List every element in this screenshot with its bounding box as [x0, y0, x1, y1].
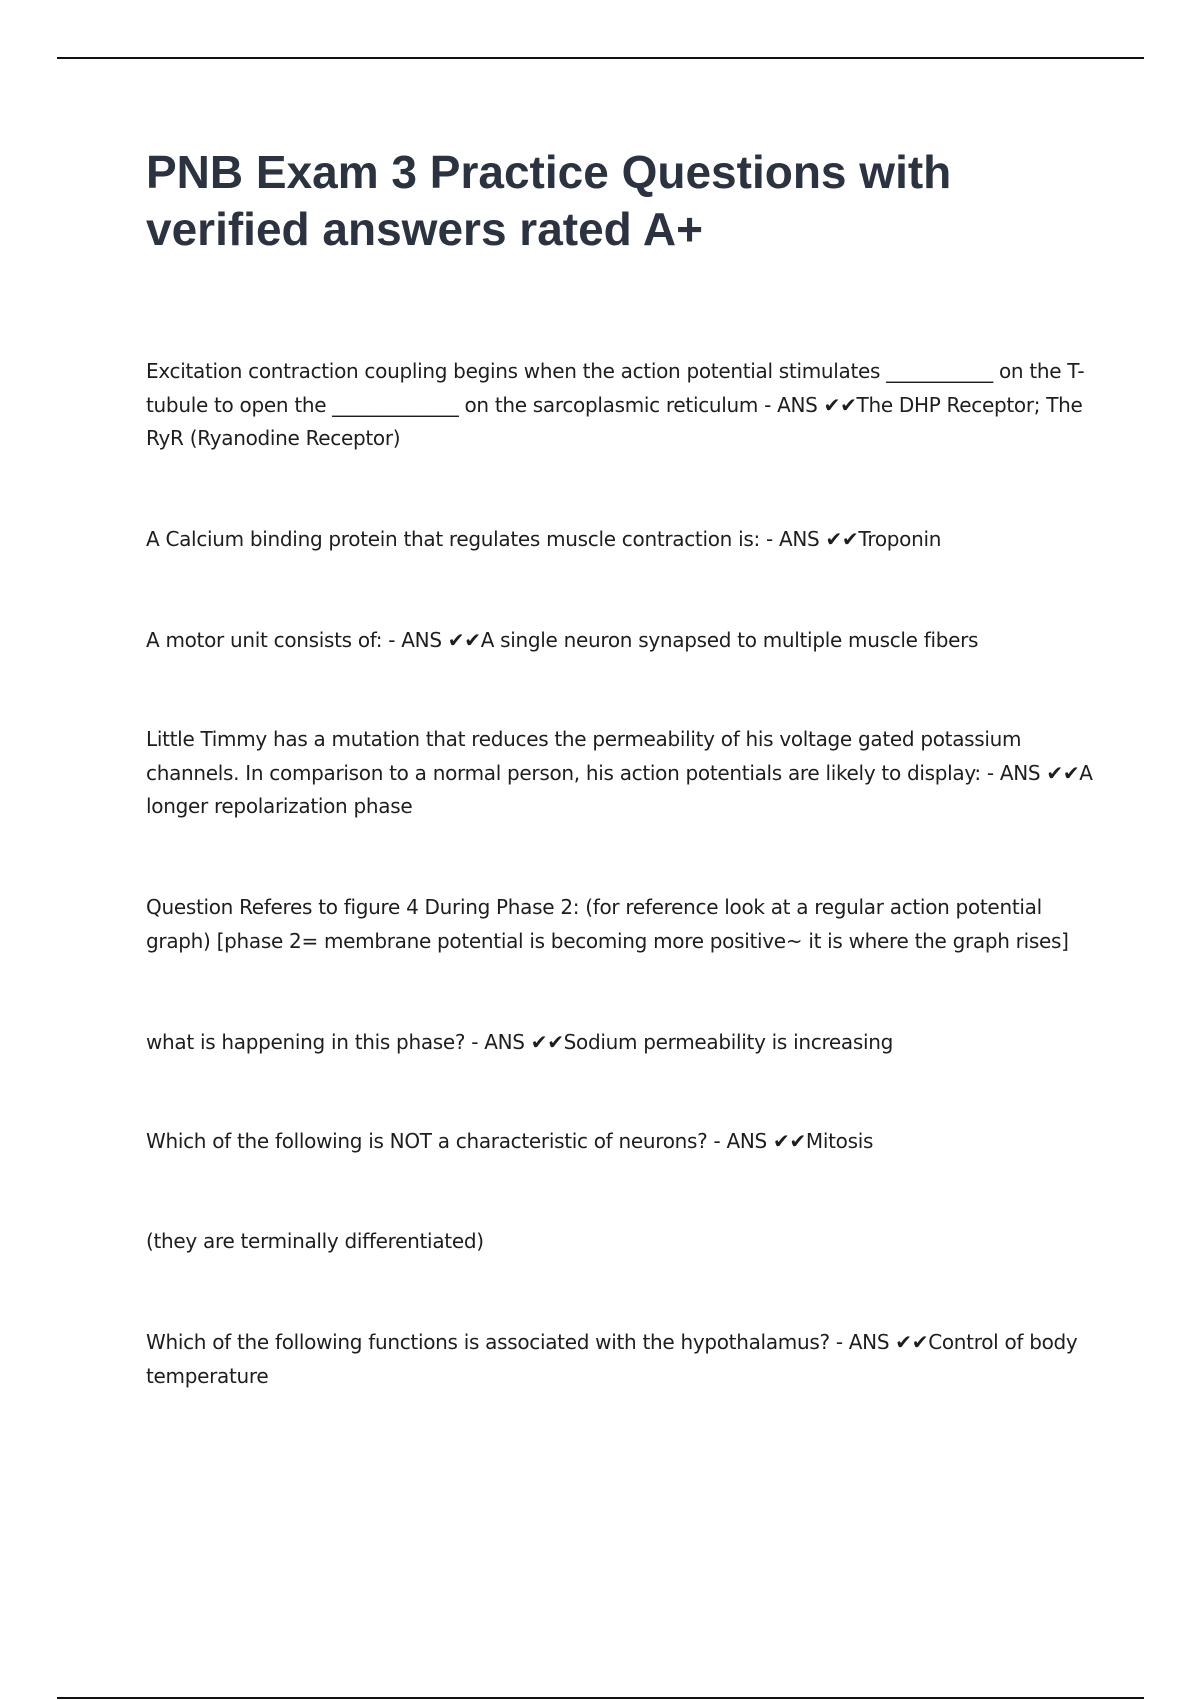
bottom-divider — [57, 1697, 1144, 1699]
qa-entry: (they are terminally differentiated) — [146, 1229, 484, 1253]
qa-entry: Excitation contraction coupling begins when the action potential stimulates ___________ on the T-tubule to open the _____________ on the sarcoplasmic reticulum - ANS ✔✔The DHP Receptor; The RyR (Ryanodine Receptor) — [146, 359, 1085, 450]
qa-entry: what is happening in this phase? - ANS ✔✔Sodium permeability is increasing — [146, 1030, 894, 1054]
qa-entry: Which of the following functions is associated with the hypothalamus? - ANS ✔✔Control of body temperature — [146, 1330, 1078, 1388]
qa-entry: A motor unit consists of: - ANS ✔✔A single neuron synapsed to multiple muscle fibers — [146, 628, 979, 652]
qa-entry: Little Timmy has a mutation that reduces the permeability of his voltage gated potassium channels. In comparison to a normal person, his action potentials are likely to display: - ANS ✔✔A longer repolarization phase — [146, 727, 1093, 818]
document-title: PNB Exam 3 Practice Questions with verified answers rated A+ — [146, 146, 952, 255]
qa-entry: Question Referes to figure 4 During Phase 2: (for reference look at a regular action potential graph) [phase 2= membrane potential is becoming more positive~ it is where the graph rises] — [146, 895, 1069, 953]
top-divider — [57, 57, 1144, 59]
qa-entry: A Calcium binding protein that regulates muscle contraction is: - ANS ✔✔Troponin — [146, 527, 942, 551]
qa-entry: Which of the following is NOT a characteristic of neurons? - ANS ✔✔Mitosis — [146, 1129, 874, 1153]
